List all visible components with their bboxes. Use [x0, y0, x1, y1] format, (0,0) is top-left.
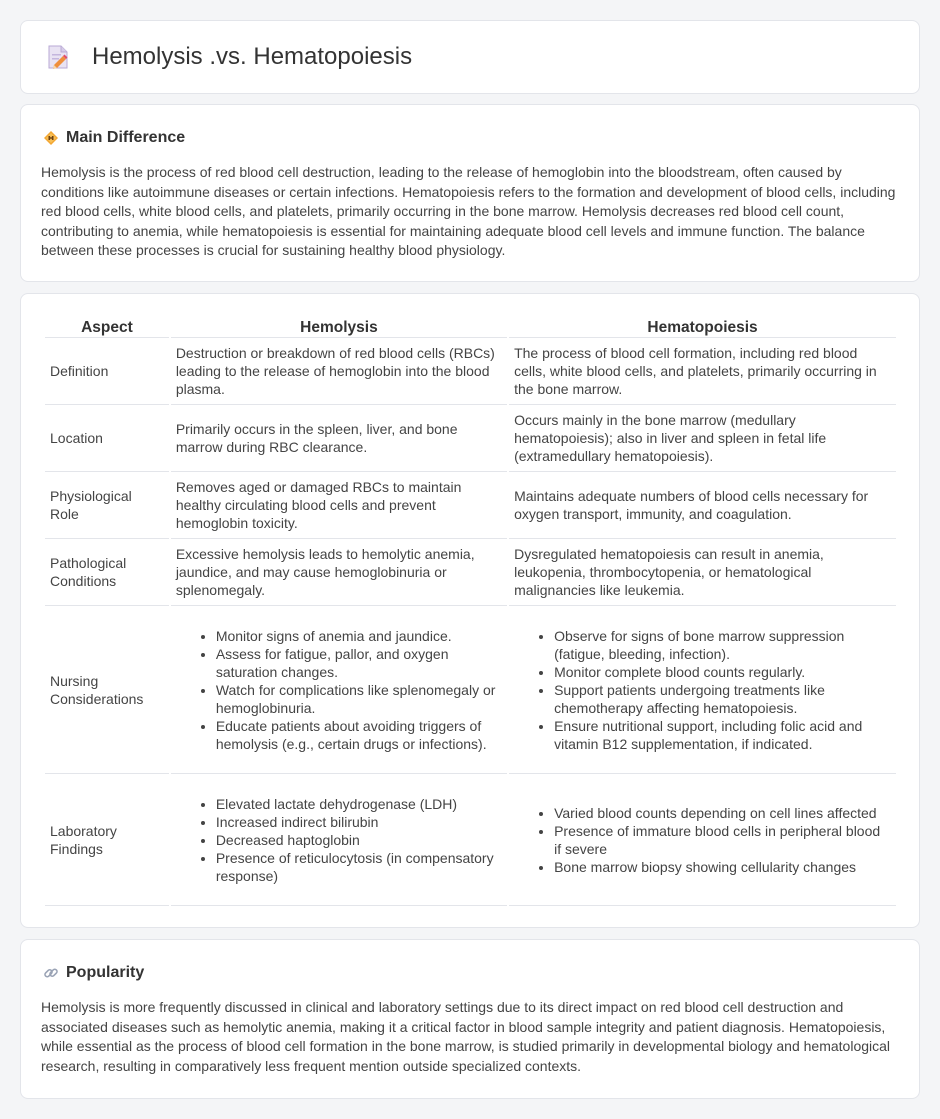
list-item: • Assess for fatigue, pallor, and oxygen saturation changes.: [216, 645, 502, 681]
nursing-hematopoiesis-list: [514, 627, 891, 753]
list-item: • Elevated lactate dehydrogenase (LDH): [216, 795, 502, 813]
row-hematopoiesis: Maintains adequate numbers of blood cells necessary for oxygen transport, immunity, and coagulation.: [509, 472, 896, 539]
nursing-hemolysis-list: [176, 627, 502, 753]
document-pencil-icon: [47, 44, 69, 70]
lab-hemolysis-list: [176, 795, 502, 885]
list-item: • Presence of reticulocytosis (in compensatory response): [216, 849, 502, 885]
row-hematopoiesis: Dysregulated hematopoiesis can result in anemia, leukopenia, thrombocytopenia, or hematological malignancies like leukemia.: [509, 539, 896, 606]
list-item: • Decreased haptoglobin: [216, 831, 502, 849]
row-hemolysis: Removes aged or damaged RBCs to maintain healthy circulating blood cells and prevent hemoglobin toxicity.: [171, 472, 507, 539]
row-aspect: Location: [45, 405, 169, 472]
list-item: • Observe for signs of bone marrow suppression (fatigue, bleeding, infection).: [554, 627, 891, 663]
table-row: [45, 774, 896, 906]
table-row: [45, 606, 896, 774]
table-row: [45, 338, 896, 405]
title-card: [20, 20, 920, 94]
list-item: • Watch for complications like splenomegaly or hemoglobinuria.: [216, 681, 502, 717]
row-hematopoiesis: [509, 774, 896, 906]
list-item: • Varied blood counts depending on cell lines affected: [554, 804, 891, 822]
row-aspect: Physiological Role: [45, 472, 169, 539]
row-hemolysis: Primarily occurs in the spleen, liver, and bone marrow during RBC clearance.: [171, 405, 507, 472]
header-aspect: Aspect: [45, 316, 169, 338]
row-hemolysis: Excessive hemolysis leads to hemolytic anemia, jaundice, and may cause hemoglobinuria or splenomegaly.: [171, 539, 507, 606]
list-item: • Ensure nutritional support, including folic acid and vitamin B12 supplementation, if indicated.: [554, 717, 891, 753]
row-hematopoiesis: [509, 606, 896, 774]
table-row: [45, 472, 896, 539]
list-item: • Educate patients about avoiding triggers of hemolysis (e.g., certain drugs or infections).: [216, 717, 502, 753]
list-item: • Bone marrow biopsy showing cellularity changes: [554, 858, 891, 876]
header-hemolysis: Hemolysis: [171, 316, 507, 338]
main-difference-heading: Main Difference: [66, 129, 186, 146]
row-aspect: Laboratory Findings: [45, 774, 169, 906]
link-icon: [43, 965, 59, 981]
table-header-row: [45, 316, 896, 338]
list-item: • Support patients undergoing treatments like chemotherapy affecting hematopoiesis.: [554, 681, 891, 717]
row-aspect: Nursing Considerations: [45, 606, 169, 774]
row-hematopoiesis: The process of blood cell formation, including red blood cells, white blood cells, and platelets, primarily occurring in the bone marrow.: [509, 338, 896, 405]
header-hematopoiesis: Hematopoiesis: [509, 316, 896, 338]
row-hemolysis: [171, 606, 507, 774]
lab-hematopoiesis-list: [514, 804, 891, 876]
row-hemolysis: Destruction or breakdown of red blood cells (RBCs) leading to the release of hemoglobin into the blood plasma.: [171, 338, 507, 405]
popularity-card: [20, 939, 920, 1099]
row-hemolysis: [171, 774, 507, 906]
list-item: • Increased indirect bilirubin: [216, 813, 502, 831]
main-difference-text: Hemolysis is the process of red blood cell destruction, leading to the release of hemoglobin into the bloodstream, often caused by conditions like autoimmune diseases or certain infections. Hematopoiesis refers to the formation and development of blood cells, including red blood cells, white blood cells, and platelets, primarily occurring in the bone marrow. Hemolysis decreases red blood cell count, contributing to anemia, while hematopoiesis is essential for maintaining adequate blood cell levels and immune function. The balance between these processes is crucial for sustaining healthy blood physiology.: [41, 164, 896, 258]
list-item: • Monitor complete blood counts regularly.: [554, 663, 891, 681]
list-item: • Monitor signs of anemia and jaundice.: [216, 627, 502, 645]
row-aspect: Definition: [45, 338, 169, 405]
comparison-table: [43, 316, 898, 906]
popularity-heading: Popularity: [66, 964, 145, 981]
main-difference-card: [20, 104, 920, 282]
row-hematopoiesis: Occurs mainly in the bone marrow (medullary hematopoiesis); also in liver and spleen in fetal life (extramedullary hematopoiesis).: [509, 405, 896, 472]
page-title: Hemolysis .vs. Hematopoiesis: [92, 43, 413, 70]
diamond-sign-icon: [43, 130, 59, 146]
popularity-text: Hemolysis is more frequently discussed in clinical and laboratory settings due to its direct impact on red blood cell destruction and associated diseases such as hemolytic anemia, making it a critical factor in blood sample integrity and patient diagnosis. Hematopoiesis, while essential as the process of blood cell formation in the bone marrow, is studied primarily in developmental biology and hematological research, resulting in comparatively less frequent mention outside specialized contexts.: [41, 999, 891, 1074]
comparison-card: [20, 293, 920, 928]
list-item: • Presence of immature blood cells in peripheral blood if severe: [554, 822, 891, 858]
table-row: [45, 539, 896, 606]
row-aspect: Pathological Conditions: [45, 539, 169, 606]
table-row: [45, 405, 896, 472]
